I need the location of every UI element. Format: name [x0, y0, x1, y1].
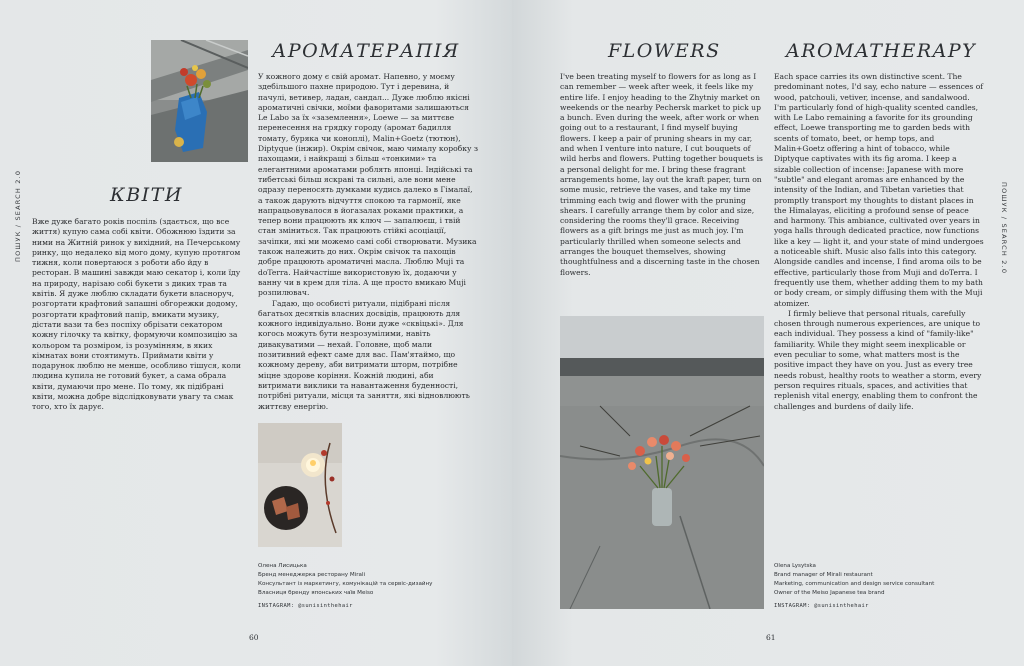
section-side-label: ПОШУК / SEARCH 2.0	[1000, 182, 1008, 275]
aromatherapy-body-uk	[258, 72, 478, 412]
section-side-label: ПОШУК / SEARCH 2.0	[14, 169, 22, 262]
instagram-handle: INSTAGRAM: @sunisinthehair	[774, 603, 869, 609]
instagram-handle: INSTAGRAM: @sunisinthehair	[258, 603, 353, 609]
aromatherapy-title-uk: АРОМАТЕРАПІЯ	[272, 40, 460, 62]
page-number-right: 61	[766, 633, 776, 642]
aromatherapy-body-en	[774, 72, 984, 412]
flowers-title-uk: КВІТИ	[110, 184, 183, 206]
flowers-paragraph: I've been treating myself to flowers for as long as I can remember — week after week, it feels like my entire life. I enjoy heading to the Zhytniy market on weekends or the nearby Pechersk market to pick up a bunch. Even during the week, after work or when going out to a restaurant, I find myself buying flowers. I keep a pair of pruning shears in my car, and when I venture into nature, I cut bouquets of wild herbs and flowers. Putting together bouquets is a personal delight for me. I bring these fragrant arrangements home, lay out the kraft paper, turn on some music, retrieve the vases, and take my time trimming each twig and flower with the pruning shears. I carefully arrange them by color and size, considering the rooms they'll grace. Receiving flowers as a gift brings me just as much joy. I'm particularly thrilled when someone selects and arranges the bouquet themselves, showing thoughtfulness and a discerning taste in the chosen flowers.	[560, 72, 763, 277]
flowers-body-en	[560, 72, 765, 278]
author-role-3: Owner of the Meiso Japanese tea brand	[774, 590, 885, 596]
author-role-2: Консультант із маркетингу, комунікацій та сервіс-дизайну	[258, 581, 433, 587]
aromatherapy-paragraph-2: Гадаю, що особисті ритуали, підібрані після багатьох десятків власних досвідів, працюють для кожного індивідуально. Вони дуже «сквіцькі». Для когось можуть бути незрозумілими, навіть дивакуватими — нехай. Головне, щоб мали позитивний ефект саме для вас. Пам'ятаймо, що кожному дереву, аби витримати шторм, потрібне міцне здорове коріння. Кожній людині, аби витримати виклики та навантаження буденності, потрібні ритуали, місця та заняття, які відновлюють життєву енергію.	[258, 298, 470, 411]
aromatherapy-paragraph-1: У кожного дому є свій аромат. Напевно, у моєму здебільшого пахне природою. Тут і деревина, й пачулі, ветивер, ладан, сандал... Дуже люблю якісні ароматичні свічки, моїми фаворитами залишаються Le Labo за їх «заземлення», Loewe — за миттєве перенесення на грядку городу (аромат бадилля томату, буряка чи коноплі), Malin+Goetz (тютюн), Diptyque (інжир). Окрім свічок, маю чималу коробку з пахощами, і найкращі з більш «тонкими» та елегантними ароматами роблять японці. Індійські та тибетські більш яскраві та сильні, але вони мене одразу переносять думками кудись далеко в Гімалаї, а також дарують відчуття спокою та гармонії, яке напрацьовувалося в йогазалах роками практики, а тепер вони працюють як ключ — запалюєш, і твій стан зміниться. Так працюють стійкі асоціації, зачіпки, які ми можемо самі собі створювати. Музика також належить до них. Окрім свічок та пахощів добре працюють ароматичні масла. Люблю Muji та doTerra. Найчастіше використовую їх, додаючи у ванну чи в крем для тіла. А ще просто вмикаю Muji розпилювач.	[258, 72, 479, 298]
flowers-paragraph: Вже дуже багато років поспіль (здається, що все життя) купую сама собі квіти. Обожнюю їздити за ними на Житній ринок у вихідний, на Печерському ринку, що недалеко від мого дому, купую протягом тижня, коли повертаюся з роботи або йду в ресторан. В машині завжди маю секатор і, коли їду на природу, нарізаю собі букети з диких трав та квітів. Я дуже люблю складати букети власноруч, розгортати крафтовий запашні обгорежки додому, розгортати крафтовий папір, вмикати музику, дістати вази та без поспіху обрізати секатором кожну гілочку та квітку, формуючи композицію за кольором та розміром, із розумінням, в яких кімнатах вони стоятимуть. Приймати квіти у подарунок люблю не менше, особливо тішуся, коли людина купила не готовий букет, а сама обрала квіти, думаючи про мене. По тому, як підібрані квіти, можна добре відслідковувати увагу та смак того, хто їх дарує.	[32, 217, 241, 412]
author-role-1: Brand manager of Mirali restaurant	[774, 572, 873, 578]
page-number-left: 60	[249, 633, 259, 642]
right-page	[512, 0, 1024, 666]
flowers-title-en: FLOWERS	[608, 40, 721, 62]
author-role-1: Бренд менеджерка ресторану Mirali	[258, 572, 366, 578]
author-caption-en	[774, 562, 934, 611]
author-role-2: Marketing, communication and design service consultant	[774, 581, 935, 587]
bag-with-flowers-photo	[151, 40, 248, 162]
aromatherapy-title-en: AROMATHERAPY	[786, 40, 977, 62]
flowers-in-jar-photo	[560, 316, 764, 609]
flowers-body-uk	[32, 217, 249, 413]
author-caption-uk	[258, 562, 432, 611]
author-role-3: Власниця бренду японських чаїв Meiso	[258, 590, 374, 596]
aromatherapy-paragraph-1: Each space carries its own distinctive scent. The predominant notes, I'd say, echo nature — essences of wood, patchouli, vetiver, incense, and sandalwood. I'm particularly fond of high-quality scented candles, with Le Labo remaining a favorite for its grounding effect, Loewe transporting me to garden beds with scents of tomato, beet, or hemp tops, and Malin+Goetz offering a hint of tobacco, while Diptyque captivates with its fig aroma. I keep a sizable collection of incense: Japanese with more "subtle" and elegant aromas are enhanced by the intensity of the Indian, and Tibetan varieties that promptly transport my thoughts to distant places in the Himalayas, eliciting a profound sense of peace and harmony. This ambiance, cultivated over years in yoga halls through dedicated practice, now functions like a key — light it, and your state of mind undergoes a noticeable shift. Music also falls into this category. Alongside candles and incense, I find aroma oils to be effective, particularly those from Muji and doTerra. I frequently use them, whether adding them to my bath or body cream, or simply diffusing them with the Muji atomizer.	[774, 72, 984, 308]
candle-and-cookies-photo	[258, 423, 342, 547]
author-name: Olena Lysytska	[774, 563, 816, 569]
aromatherapy-paragraph-2: I firmly believe that personal rituals, carefully chosen through numerous experiences, are unique to each individual. They possess a kind of "family-like" familiarity. While they might seem inexplicable or even peculiar to some, what matters most is the positive impact they have on you. Just as every tree needs robust, healthy roots to weather a storm, every person requires rituals, spaces, and activities that replenish vital energy, enabling them to confront the challenges and burdens of daily life.	[774, 308, 982, 411]
author-name: Олена Лисицька	[258, 563, 307, 569]
